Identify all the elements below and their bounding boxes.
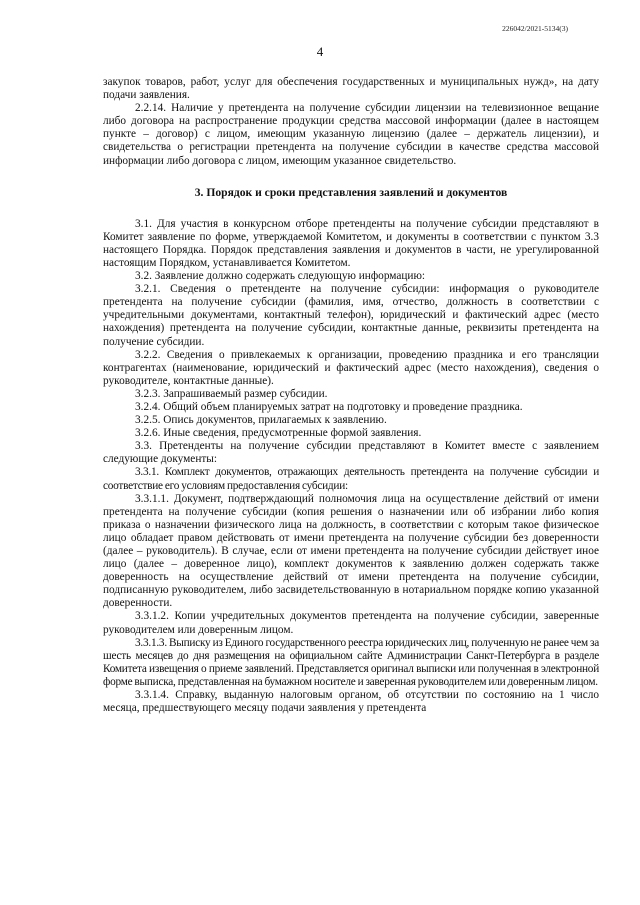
paragraph: 3.2. Заявление должно содержать следующую информацию: [135,270,426,283]
paragraph: 3.2.2. Сведения о привлекаемых к организации, проведению праздника и его трансляции контрагентах (наименование, юридический и фактический адрес (место нахождения), сведения о руководителе, контактные данные). [103,348,599,387]
paragraph: 3.3.1. Комплект документов, отражающих деятельность претендента на получение субсидии и соответствие его условиям предоставления субсидии: [103,466,599,492]
paragraph: 3.1. Для участия в конкурсном отборе претенденты на получение субсидии представляют в Комитет заявление по форме, утверждаемой Комитетом, и документы в соответствии с пунктом 3.3 настоящего Порядка. Порядок представления заявления и документов в части, не урегулированной настоящим Порядком, устанавливается Комитетом. [103,217,599,269]
paragraph: 3.2.5. Опись документов, прилагаемых к заявлению. [135,414,387,427]
paragraph: 3.3. Претенденты на получение субсидии представляют в Комитет вместе с заявлением следующие документы: [103,440,599,466]
paragraph: 2.2.14. Наличие у претендента на получение субсидии лицензии на телевизионное вещание либо договора на распространение продукции средства массовой информации (далее в настоящем пункте – договор) с лицом, имеющим указанную лицензию (далее – держатель лицензии), и свидетельства о регистрации претендента на получение субсидии в качестве средства массовой информации либо договора с лицом, имеющим указанное свидетельство. [103,102,599,167]
paragraph: 3.2.4. Общий объем планируемых затрат на подготовку и проведение праздника. [135,400,523,413]
paragraph: 3.3.1.1. Документ, подтверждающий полномочия лица на осуществление действий от имени претендента на получение субсидии (копия решения о назначении или об избрании либо копия приказа о назначении физического лица на должность, в соответствии с которым такое физическое лицо обладает правом действовать от имени претендента на получение субсидии без доверенности (далее – руководитель). В случае, если от имени претендента на получение субсидии действует иное лицо (далее – доверенное лицо), комплект документов к заявлению должен содержать также доверенность на осуществление действий от имени претендента на получение субсидии, подписанную руководителем, либо засвидетельствованную в нотариальном порядке копию указанной доверенности. [103,492,599,610]
paragraph: 3.3.1.2. Копии учредительных документов претендента на получение субсидии, заверенные руководителем или доверенным лицом. [103,610,599,636]
paragraph: 3.2.6. Иные сведения, предусмотренные формой заявления. [135,427,422,440]
paragraph: 3.2.1. Сведения о претенденте на получение субсидии: информация о руководителе претендента на получение субсидии (фамилия, имя, отчество, должность в соответствии с учредительными документами, контактный телефон), юридический и фактический адрес (место нахождения) претендента на получение субсидии, контактные данные, реквизиты претендента на получение субсидии. [103,283,599,348]
paragraph: 3.2.3. Запрашиваемый размер субсидии. [135,387,328,400]
page-number: 4 [316,44,324,59]
paragraph: 3.3.1.3. Выписку из Единого государственного реестра юридических лиц, полученную не ранее чем за шесть месяцев до дня размещения на официальном сайте Администрации Санкт-Петербурга в разделе Комитета извещения о приеме заявлений. Представляется оригинал выписки или полученная в электронной форме выписка, представленная на бумажном носителе и заверенная руководителем или доверенным лицом. [103,636,599,688]
document-id: 226042/2021-5134(3) [502,24,568,33]
paragraph: закупок товаров, работ, услуг для обеспечения государственных и муниципальных нужд», на дату подачи заявления. [103,76,599,102]
document-body [103,76,599,715]
section-title: 3. Порядок и сроки представления заявлений и документов [194,185,508,199]
paragraph: 3.3.1.4. Справку, выданную налоговым органом, об отсутствии по состоянию на 1 число месяца, предшествующего месяцу подачи заявления у претендента [103,689,599,715]
